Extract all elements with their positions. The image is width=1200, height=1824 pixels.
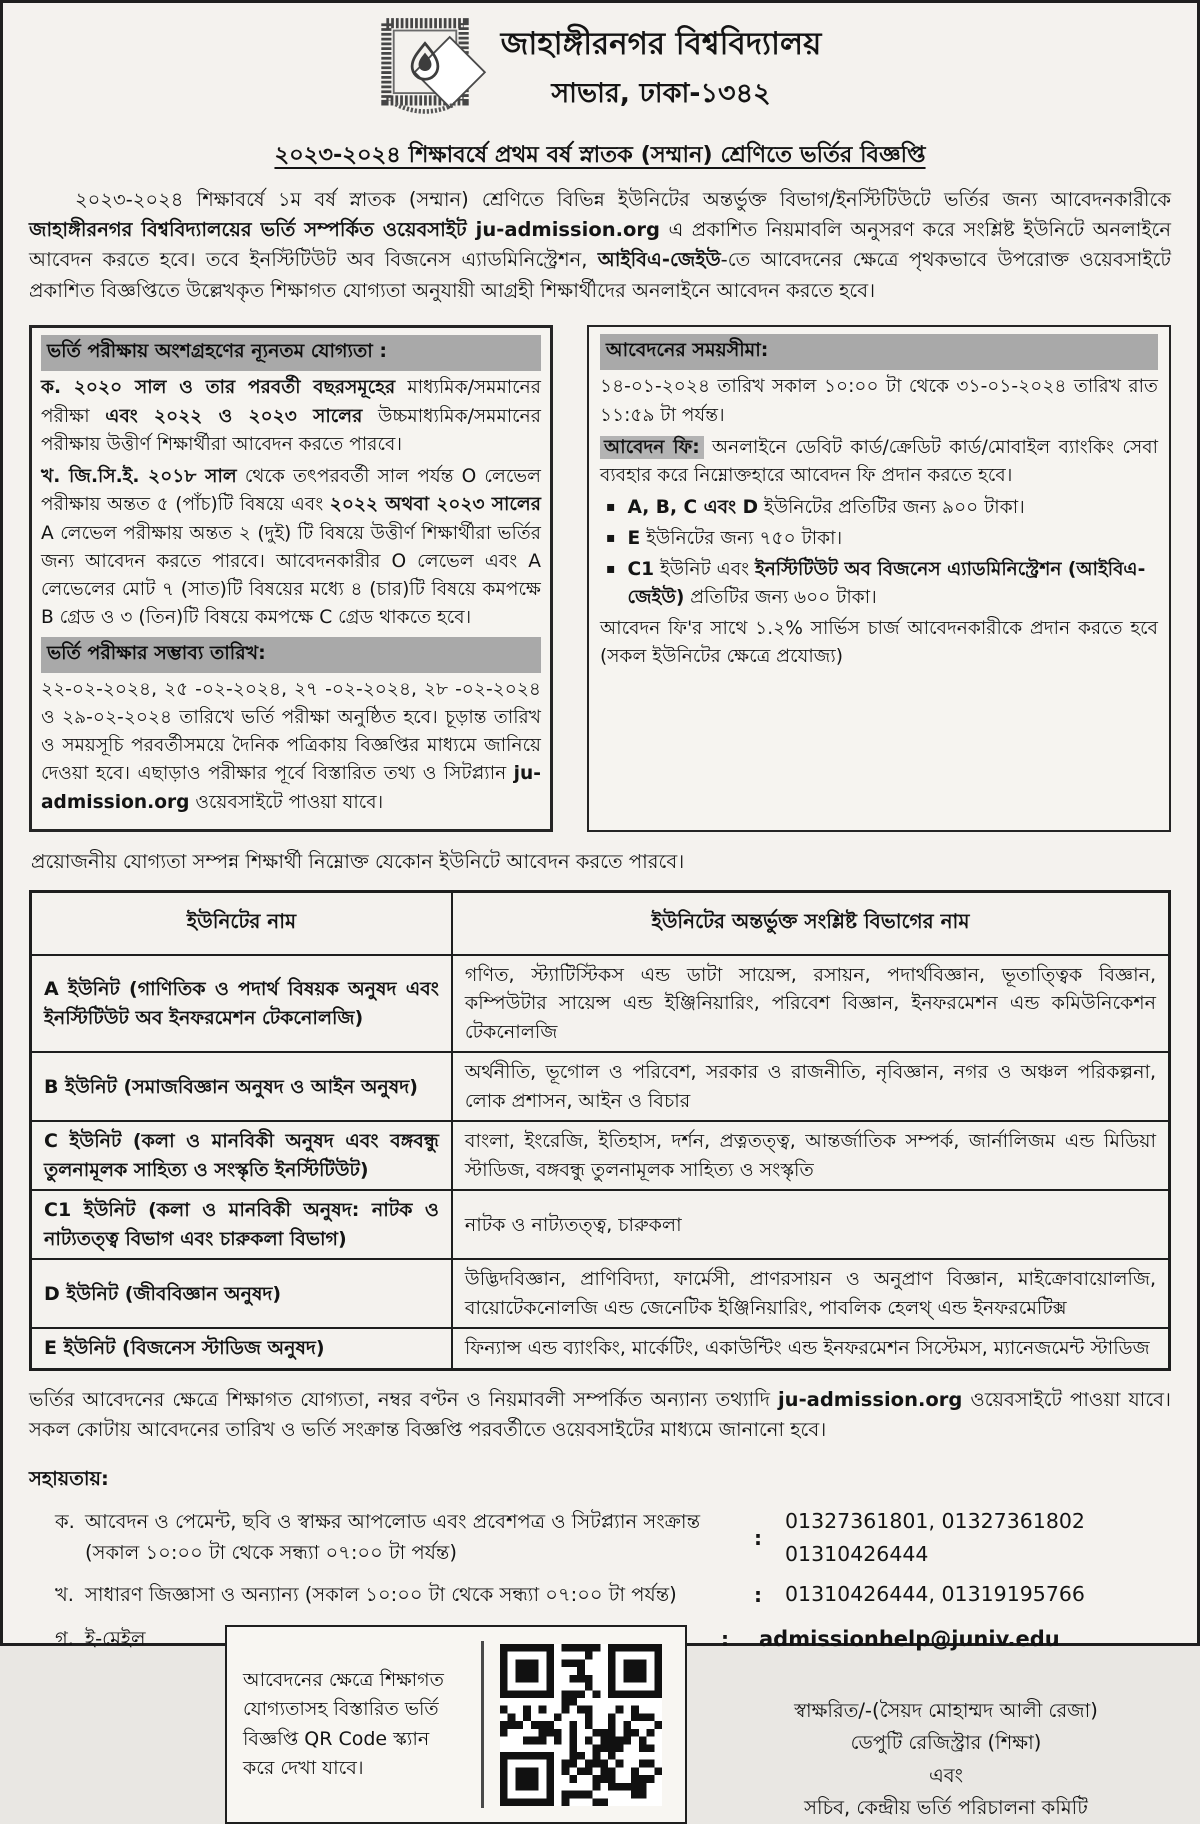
fee-bullet-abcd-units: A, B, C এবং D (627, 497, 759, 519)
unit-d-departments: উদ্ভিদবিজ্ঞান, প্রাণিবিদ্যা, ফার্মেসী, প্রাণরসায়ন ও অনুপ্রাণ বিজ্ঞান, মাইক্রোবায়োলজি, বায়োটেকনোলজি এন্ড জেনেটিক ইঞ্জিনিয়ারিং, পাবলিক হেলথ্ এন্ড ইনফরমেটিক্স (452, 1259, 1170, 1328)
signature-name: স্বাক্ষরিত/-(সৈয়দ মোহাম্মদ আলী রেজা) (794, 1699, 1098, 1723)
help-ka-phones-line1: 01327361801, 01327361802 (785, 1508, 1085, 1533)
help-item-ga (29, 1625, 225, 1824)
unit-a-name: A ইউনিট (গাণিতিক ও পদার্থ বিষয়ক অনুষদ এবং ইনস্টিটিউট অব ইনফরমেশন টেকনোলজি) (31, 955, 452, 1053)
deadline-heading: আবেদনের সময়সীমা: (600, 334, 1158, 370)
fee-bullet-abcd (606, 494, 1158, 522)
help-ga-label: গ. (55, 1627, 74, 1651)
unit-b-name: B ইউনিট (সমাজবিজ্ঞান অনুষদ ও আইন অনুষদ) (31, 1052, 452, 1121)
help-ga-description: ই-মেইল (85, 1627, 146, 1651)
table-row-unit-d (31, 1259, 1170, 1328)
help-item-ka (29, 1505, 1171, 1571)
qr-box-divider (481, 1641, 484, 1808)
footer-note-seg3: ওয়েবসাইটে পাওয়া যাবে। সকল কোটায় আবেদনের তারিখ ও ভর্তি সংক্রান্ত বিজ্ঞপ্তি পরবর্তীতে ওয়েবসাইটের মাধ্যমে জানানো হবে। (29, 1387, 1171, 1442)
deadline-text: ১৪-০১-২০২৪ তারিখ সকাল ১০:০০ টা থেকে ৩১-০১-২০২৪ তারিখ রাত ১১:৫৯ টা পর্যন্ত। (600, 376, 1158, 426)
table-row-unit-b (31, 1052, 1170, 1121)
intro-paragraph (29, 185, 1171, 306)
service-charge-text: আবেদন ফি'র সাথে ১.২% সার্ভিস চার্জ আবেদনকারীকে প্রদান করতে হবে (সকল ইউনিটের ক্ষেত্রে প্রযোজ্য) (600, 617, 1158, 668)
table-row-unit-e (31, 1328, 1170, 1369)
help-kha-text (29, 1580, 745, 1610)
university-seal-icon (379, 19, 471, 123)
exam-dates-seg1: ২২-০২-২০২৪, ২৫ -০২-২০২৪, ২৭ -০২-২০২৪, ২৮ -০২-২০২৪ ও ২৯-০২-২০২৪ তারিখে ভর্তি পরীক্ষা অনুষ্ঠিত হবে। চূড়ান্ত তারিখ ও সময়সূচি পরবর্তীসময়ে দৈনিক পত্রিকায় বিজ্ঞপ্তির মাধ্যমে জানিয়ে দেওয়া হবে। এছাড়াও পরীক্ষার পূর্বে বিস্তারিত তথ্য ও সিটপ্ল্যান (41, 678, 541, 785)
signature-committee: সচিব, কেন্দ্রীয় ভর্তি পরিচালনা কমিটি (804, 1795, 1088, 1819)
units-table (29, 890, 1171, 1371)
eligibility-heading: ভর্তি পরীক্ষায় অংশগ্রহণের ন্যূনতম যোগ্যতা : (41, 335, 541, 371)
footer-note-seg1: ভর্তির আবেদনের ক্ষেত্রে শিক্ষাগত যোগ্যতা, নম্বর বণ্টন ও নিয়মাবলী সম্পর্কিত অন্যান্য তথ্যাদি (29, 1387, 778, 1411)
help-ka-phones-line2: 01310426444 (785, 1541, 929, 1566)
fee-bullet-c1-text2: প্রতিটির জন্য ৬০০ টাকা। (684, 587, 877, 609)
help-ka-colon: : (754, 1525, 762, 1550)
eligibility-kha-seg3: ২০২২ অথবা ২০২৩ সালের (329, 494, 541, 516)
help-ka-text (29, 1507, 745, 1567)
fee-bullet-e-text: ইউনিটের জন্য ৭৫০ টাকা। (640, 528, 843, 550)
fee-paragraph (600, 434, 1158, 491)
help-kha-colon: : (754, 1582, 762, 1607)
help-kha-label: খ. (55, 1582, 75, 1606)
unit-e-departments: ফিন্যান্স এন্ড ব্যাংকিং, মার্কেটিং, একাউন্টিং এন্ড ইনফরমেশন সিস্টেমস, ম্যানেজমেন্ট স্টাডিজ (452, 1328, 1170, 1369)
table-row-unit-c1 (31, 1190, 1170, 1259)
email-and-signature-column (687, 1625, 1171, 1824)
help-ga-value-row (721, 1627, 1171, 1651)
unit-c-departments: বাংলা, ইংরেজি, ইতিহাস, দর্শন, প্রত্নতত্ত্ব, আন্তর্জাতিক সম্পর্ক, জার্নালিজম এন্ড মিডিয়া স্টাডিজ, বঙ্গবন্ধু তুলনামূলক সাহিত্য ও সংস্কৃতি (452, 1121, 1170, 1190)
signature-and: এবং (928, 1763, 964, 1787)
info-boxes (29, 325, 1171, 832)
eligibility-kha-seg4: A লেভেল পরীক্ষায় অন্তত ২ (দুই) টি বিষয়ে উত্তীর্ণ শিক্ষার্থীরা ভর্তির জন্য আবেদন করতে পারবে। আবেদনকারীর O লেভেল এবং A লেভেলের মোট ৭ (সাত)টি বিষয়ের মধ্যে ৪ (চার)টি বিষয়ে কমপক্ষে B গ্রেড ও ৩ (তিন)টি বিষয়ে কমপক্ষে C গ্রেড থাকতে হবে। (41, 522, 541, 629)
fee-bullet-e-unit: E (627, 528, 641, 550)
footer-note-website: ju-admission.org (778, 1387, 963, 1411)
fee-bullet-c1 (606, 556, 1158, 612)
fee-bullet-e (606, 525, 1158, 553)
eligibility-kha-seg2: থেকে তৎপরবর্তী সাল পর্যন্ত O লেভেল পরীক্ষায় অন্তত ৫ (পাঁচ)টি বিষয়ে এবং (41, 466, 542, 516)
eligibility-item-kha (41, 463, 541, 633)
admission-website-text: জাহাঙ্গীরনগর বিশ্ববিদ্যালয়ের ভর্তি সম্পর্কিত ওয়েবসাইট ju-admission.org (29, 218, 660, 242)
eligibility-ka-seg1: ক. ২০২০ সাল ও তার পরবর্তী বছরসমূহের (41, 377, 396, 399)
signature-block (794, 1695, 1098, 1824)
fee-bullet-abcd-text: ইউনিটের প্রতিটির জন্য ৯০০ টাকা। (758, 497, 1025, 519)
help-ka-label: ক. (55, 1510, 75, 1534)
table-row-unit-c (31, 1121, 1170, 1190)
intro-seg3: এ প্রকাশিত নিয়মাবলি অনুসরণ করে সংশ্লিষ্ট ইউনিটে অনলাইনে আবেদন করতে হবে। তবে ইনস্টিটিউট অব বিজনেস এ্যাডমিনিস্ট্রেশন, (29, 218, 1171, 272)
footer-note (29, 1385, 1171, 1445)
qr-code-icon (500, 1644, 662, 1806)
eligibility-item-ka (41, 374, 541, 459)
help-email-address: admissionhelp@juniv.edu (759, 1627, 1060, 1652)
eligibility-kha-seg1: খ. জি.সি.ই. ২০১৮ সাল (41, 466, 237, 488)
fee-bullet-c1-text1: ইউনিট এবং (654, 559, 756, 581)
help-ka-phones (771, 1505, 1171, 1571)
unit-e-name: E ইউনিট (বিজনেস স্টাডিজ অনুষদ) (31, 1328, 452, 1369)
table-header-row (31, 891, 1170, 955)
eligibility-ka-seg3: এবং ২০২২ ও ২০২৩ সালের (105, 405, 363, 427)
university-name: জাহাঙ্গীরনগর বিশ্ববিদ্যালয় (500, 26, 822, 63)
help-item-kha (29, 1578, 1171, 1611)
unit-d-name: D ইউনিট (জীববিজ্ঞান অনুষদ) (31, 1259, 452, 1328)
unit-c1-departments: নাটক ও নাট্যতত্ত্ব, চারুকলা (452, 1190, 1170, 1259)
help-kha-description: সাধারণ জিজ্ঞাসা ও অন্যান্য (সকাল ১০:০০ টা থেকে সন্ধ্যা ০৭:০০ টা পর্যন্ত) (85, 1582, 677, 1606)
fee-bullet-c1-unit: C1 (627, 559, 655, 581)
fee-text: অনলাইনে ডেবিট কার্ড/ক্রেডিট কার্ড/মোবাইল ব্যাংকিং সেবা ব্যবহার করে নিম্নোক্তহারে আবেদন ফি প্রদান করতে হবে। (600, 436, 1158, 487)
help-heading: সহায়তায়: (29, 1466, 109, 1490)
units-column-header: ইউনিটের নাম (31, 891, 452, 955)
help-ka-description: আবেদন ও পেমেন্ট, ছবি ও স্বাক্ষর আপলোড এবং প্রবেশপত্র ও সিটপ্ল্যান সংক্রান্ত (সকাল ১০:০০ টা থেকে সন্ধ্যা ০৭:০০ টা পর্যন্ত) (85, 1510, 701, 1564)
exam-dates-seg3: ওয়েবসাইটে পাওয়া যাবে। (189, 791, 384, 813)
help-kha-phones: 01310426444, 01319195766 (785, 1582, 1085, 1607)
eligibility-ka-seg4: উচ্চমাধ্যমিক/সমমানের পরীক্ষায় উত্তীর্ণ শিক্ষার্থীরা আবেদন করতে পারবে। (41, 405, 541, 455)
signature-designation: ডেপুটি রেজিস্ট্রার (শিক্ষা) (850, 1731, 1042, 1755)
header (29, 19, 1171, 123)
departments-column-header: ইউনিটের অন্তর্ভুক্ত সংশ্লিষ্ট বিভাগের নাম (452, 891, 1170, 955)
university-address: সাভার, ঢাকা-১৩৪২ (551, 77, 771, 109)
eligibility-ka-seg2: মাধ্যমিক/সমমানের পরীক্ষা (41, 377, 541, 427)
help-ga-colon: : (721, 1627, 729, 1652)
table-row-unit-a (31, 955, 1170, 1053)
eligibility-box (29, 325, 553, 832)
header-text (501, 24, 822, 117)
iba-ju-text: আইবিএ-জেইউ (597, 248, 721, 272)
qr-instruction-text: আবেদনের ক্ষেত্রে শিক্ষাগত যোগ্যতাসহ বিস্তারিত ভর্তি বিজ্ঞপ্তি QR Code স্ক্যান করে দেখা যাবে। (243, 1668, 444, 1779)
qr-info-box (225, 1625, 687, 1824)
units-intro-text: প্রয়োজনীয় যোগ্যতা সম্পন্ন শিক্ষার্থী নিম্নোক্ত যেকোন ইউনিটে আবেদন করতে পারবে। (31, 849, 685, 873)
exam-dates-paragraph (41, 676, 541, 817)
unit-c1-name: C1 ইউনিট (কলা ও মানবিকী অনুষদ: নাটক ও নাট্যতত্ত্ব বিভাগ এবং চারুকলা বিভাগ) (31, 1190, 452, 1259)
fee-bullet-c1-iba: ইনস্টিটিউট অব বিজনেস এ্যাডমিনিস্ট্রেশন (আইবিএ-জেইউ) (627, 559, 1146, 609)
notice-title: ২০২৩-২০২৪ শিক্ষাবর্ষে প্রথম বর্ষ স্নাতক (সম্মান) শ্রেণিতে ভর্তির বিজ্ঞপ্তি (274, 142, 926, 168)
bottom-section (29, 1625, 1171, 1824)
unit-c-name: C ইউনিট (কলা ও মানবিকী অনুষদ এবং বঙ্গবন্ধু তুলনামূলক সাহিত্য ও সংস্কৃতি ইনস্টিটিউট) (31, 1121, 452, 1190)
exam-dates-website: ju-admission.org (41, 763, 541, 813)
unit-b-departments: অর্থনীতি, ভূগোল ও পরিবেশ, সরকার ও রাজনীতি, নৃবিজ্ঞান, নগর ও অঞ্চল পরিকল্পনা, লোক প্রশাসন, আইন ও বিচার (452, 1052, 1170, 1121)
exam-dates-heading: ভর্তি পরীক্ষার সম্ভাব্য তারিখ: (41, 637, 541, 673)
intro-seg5: -তে আবেদনের ক্ষেত্রে পৃথকভাবে উপরোক্ত ওয়েবসাইটে প্রকাশিত বিজ্ঞপ্তিতে উল্লেখকৃত শিক্ষাগত যোগ্যতা অনুযায়ী আগ্রহী শিক্ষার্থীদের অনলাইনে আবেদন করতে হবে। (29, 248, 1171, 302)
unit-a-departments: গণিত, স্ট্যাটিস্টিকস এন্ড ডাটা সায়েন্স, রসায়ন, পদার্থবিজ্ঞান, ভূতাত্ত্বিক বিজ্ঞান, কম্পিউটার সায়েন্স এন্ড ইঞ্জিনিয়ারিং, পরিবেশ বিজ্ঞান, ইনফরমেশন এন্ড কমিউনিকেশন টেকনোলজি (452, 955, 1170, 1053)
intro-seg1: ২০২৩-২০২৪ শিক্ষাবর্ষে ১ম বর্ষ স্নাতক (সম্মান) শ্রেণিতে বিভিন্ন ইউনিটের অন্তর্ভুক্ত বিভাগ/ইনস্টিটিউটে ভর্তির জন্য আবেদনকারীকে (75, 188, 1171, 211)
fee-heading: আবেদন ফি: (600, 436, 704, 459)
application-box (587, 325, 1171, 832)
